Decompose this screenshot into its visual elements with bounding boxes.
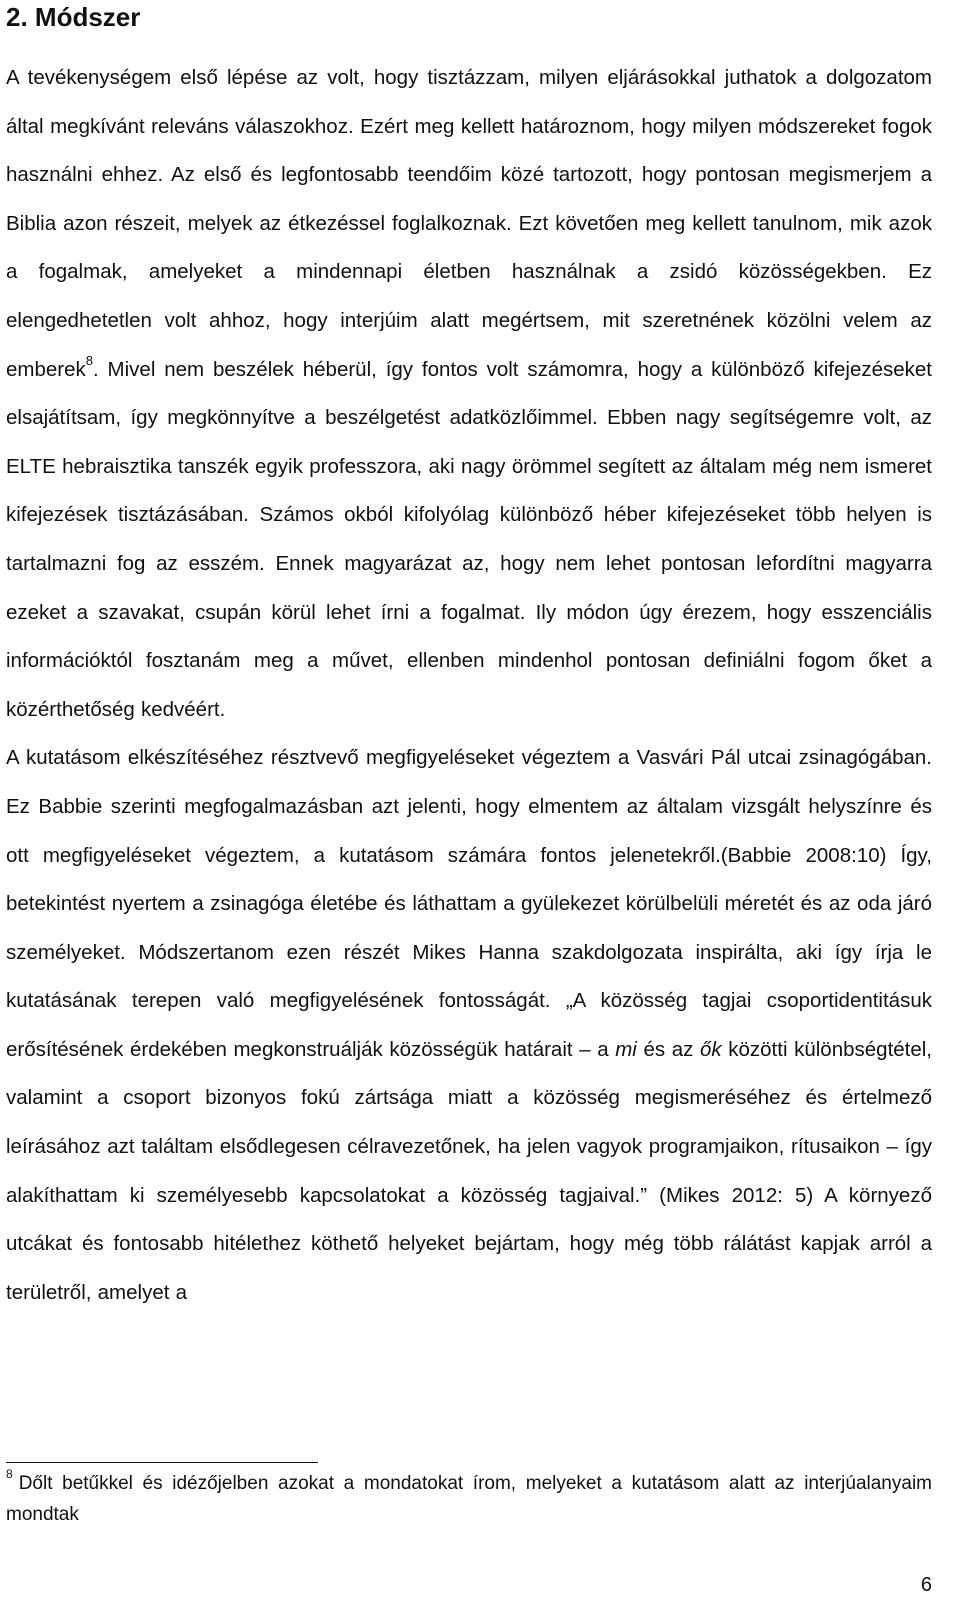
footnote-separator (6, 1462, 318, 1463)
section-heading: 2. Módszer (6, 2, 141, 32)
footnote-reference[interactable]: 8 (85, 352, 93, 368)
paragraph-method-intro (6, 54, 932, 734)
paragraph-text: A kutatásom elkészítéséhez résztvevő megfigyeléseket végeztem a Vasvári Pál utcai zsinagógában. Ez Babbie szerinti megfogalmazásban azt jelenti, hogy elmentem az általam vizsgált helyszínre és ott megfigyeléseket végeztem, a kutatásom számára fontos jelenetekről.(Babbie 2008:10) Így, betekintést nyertem a zsinagóga életébe és láthattam a gyülekezet körülbelüli méretét és az oda járó személyeket. Módszertanom ezen részét Mikes Hanna szakdolgozata inspirálta, aki így írja le kutatásának terepen való megfigyelésének fontosságát. „A közösség tagjai csoportidentitásuk erősítésének érdekében megkonstruálják közösségük határait – a (6, 746, 932, 1061)
paragraph-text: közötti különbségtétel, valamint a csoport bizonyos fokú zártsága miatt a közösség megismeréséhez és értelmező leírásához azt találtam elsődlegesen célravezetőnek, ha jelen vagyok programjaikon, rítusaikon – így alakíthattam ki személyesebb kapcsolatokat a közösség tagjaival.” (Mikes 2012: 5) A környező utcákat és fontosabb hitélethez köthető helyeket bejártam, hogy még több rálátást kapjak arról a területről, amelyet a (6, 1037, 933, 1304)
footnote-text: Dőlt betűkkel és idézőjelben azokat a mondatokat írom, melyeket a kutatásom alatt az interjúalanyaim mondtak (6, 1473, 932, 1525)
footnote-number: 8 (6, 1466, 13, 1481)
paragraph-text: . Mivel nem beszélek héberül, így fontos volt számomra, hogy a különböző kifejezéseket elsajátítsam, így megkönnyítve a beszélgetést adatközlőimmel. Ebben nagy segítségemre volt, az ELTE hebraisztika tanszék egyik professzora, aki nagy örömmel segített az általam még nem ismeret kifejezések tisztázásában. Számos okból kifolyólag különböző héber kifejezéseket több helyen is tartalmazni fog az esszém. Ennek magyarázat az, hogy nem lehet pontosan lefordítni magyarra ezeket a szavakat, csupán körül lehet írni a fogalmat. Ily módon úgy érezem, hogy esszenciális információktól fosztanám meg a művet, ellenben mindenhol pontosan definiálni fogom őket a közérthetőség kedvéért. (6, 357, 932, 721)
paragraph-text: és az (636, 1037, 700, 1061)
footnote (6, 1468, 932, 1530)
italic-word: ők (699, 1037, 722, 1061)
document-page (6, 0, 932, 1317)
paragraph-participant-observation (6, 734, 932, 1317)
page-number: 6 (920, 1574, 932, 1596)
paragraph-text: A tevékenységem első lépése az volt, hogy tisztázzam, milyen eljárásokkal juthatok a dolgozatom által megkívánt releváns válaszokhoz. Ezért meg kellett határoznom, hogy milyen módszereket fogok használni ehhez. Az első és legfontosabb teendőim közé tartozott, hogy pontosan megismerjem a Biblia azon részeit, melyek az étkezéssel foglalkoznak. Ezt követően meg kellett tanulnom, mik azok a fogalmak, amelyeket a mindennapi életben használnak a zsidó közösségekben. Ez elengedhetetlen volt ahhoz, hogy interjúim alatt megértsem, mit szeretnének közölni velem az emberek (6, 66, 932, 381)
italic-word: mi (615, 1037, 637, 1061)
